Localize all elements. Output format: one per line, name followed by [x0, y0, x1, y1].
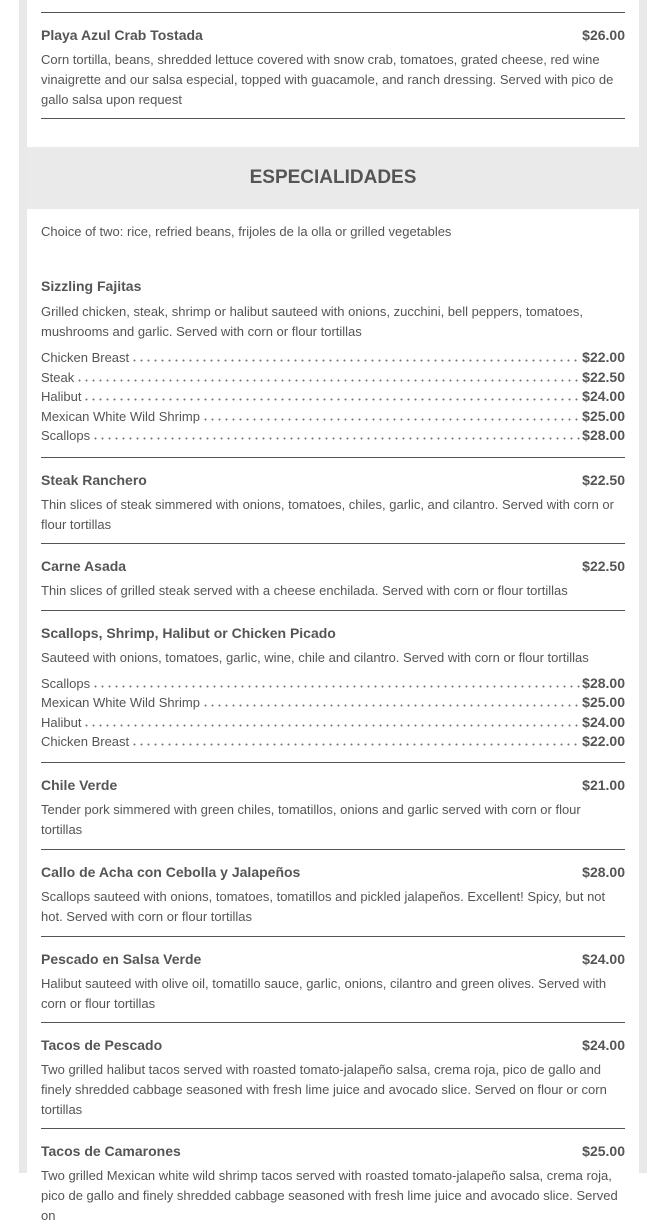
item-description: Sauteed with onions, tomatoes, garlic, wine, chile and cilantro. Served with corn or flour tortillas — [41, 649, 589, 665]
item-name: Chile Verde — [41, 776, 118, 793]
menu-page — [27, 0, 639, 1223]
option-list — [41, 675, 625, 762]
item-price: $21.00 — [582, 776, 625, 793]
dot-leader — [202, 697, 580, 707]
item-header — [41, 625, 625, 641]
menu-item-picado — [41, 611, 625, 762]
dot-leader — [202, 411, 580, 421]
item-header — [41, 1143, 625, 1159]
item-price: $24.00 — [582, 1036, 625, 1053]
item-description: Two grilled halibut tacos served with roasted tomato-jalapeño salsa, crema roja, pico de gallo and finely shredded cabbage seasoned with fresh lime juice and avocado slice. Served on flour or corn tortillas — [41, 1061, 607, 1117]
option-row — [41, 714, 625, 734]
dot-leader — [92, 678, 580, 688]
item-header — [41, 1037, 625, 1053]
menu-item-pescado-salsa-verde — [41, 937, 625, 1022]
option-name: Chicken Breast — [41, 734, 130, 749]
option-row — [41, 369, 625, 389]
option-price: $22.50 — [582, 368, 625, 385]
top-block — [27, 12, 639, 119]
item-price: $22.50 — [582, 471, 625, 488]
item-description: Scallops sauteed with onions, tomatoes, tomatillos and pickled jalapeños. Excellent! Spicy, but not hot. Served with corn or flour tortillas — [41, 888, 606, 924]
item-description: Grilled chicken, steak, shrimp or halibut sauteed with onions, zucchini, bell peppers, tomatoes, mushrooms and garlic. Served with corn or flour tortillas — [41, 304, 583, 339]
item-header — [41, 777, 625, 793]
menu-item-sizzling-fajitas — [41, 242, 625, 457]
item-price: $28.00 — [582, 863, 625, 880]
item-name: Sizzling Fajitas — [41, 278, 142, 294]
item-description: Tender pork simmered with green chiles, tomatillos, onions and garlic served with corn or flour tortillas — [41, 801, 581, 837]
menu-item-steak-ranchero — [41, 458, 625, 543]
option-price: $24.00 — [582, 713, 625, 730]
dot-leader — [76, 372, 580, 382]
option-row — [41, 675, 625, 695]
item-description: Thin slices of steak simmered with onions, tomatoes, chiles, garlic, and cilantro. Served with corn or flour tortillas — [41, 496, 614, 532]
item-name: Tacos de Camarones — [41, 1142, 181, 1159]
dot-leader — [131, 352, 580, 362]
item-name: Scallops, Shrimp, Halibut or Chicken Picado — [41, 624, 336, 641]
option-row — [41, 427, 625, 447]
menu-item-chile-verde — [41, 763, 625, 849]
option-name: Steak — [41, 369, 75, 385]
item-description: Halibut sauteed with olive oil, tomatillo sauce, garlic, onions, cilantro and green olives. Served with corn or flour tortillas — [41, 975, 607, 1011]
section-title: ESPECIALIDADES — [27, 147, 639, 209]
option-price: $25.00 — [582, 694, 625, 710]
option-name: Scallops — [41, 428, 91, 443]
option-name: Mexican White Wild Shrimp — [41, 695, 200, 710]
left-margin — [0, 0, 19, 1173]
option-price: $28.00 — [582, 674, 625, 691]
item-name: Carne Asada — [41, 557, 127, 574]
option-price: $28.00 — [582, 427, 625, 443]
item-name: Playa Azul Crab Tostada — [41, 27, 203, 43]
dot-leader — [92, 430, 580, 440]
option-name: Scallops — [41, 675, 91, 691]
item-description: Thin slices of grilled steak served with a cheese enchilada. Served with corn or flour tortillas — [41, 582, 568, 598]
option-name: Halibut — [41, 389, 82, 404]
dot-leader — [131, 736, 580, 746]
item-header — [41, 558, 625, 574]
item-price: $22.50 — [582, 557, 625, 574]
section-body — [27, 222, 639, 1226]
dot-leader — [83, 391, 580, 401]
item-header — [41, 27, 625, 43]
item-name: Pescado en Salsa Verde — [41, 950, 202, 967]
option-name: Halibut — [41, 714, 82, 730]
item-header — [41, 951, 625, 967]
option-row — [41, 694, 625, 714]
divider — [41, 118, 625, 119]
menu-item-playa-azul — [41, 13, 625, 118]
item-header — [41, 864, 625, 880]
option-row — [41, 733, 625, 753]
dot-leader — [83, 717, 580, 727]
item-name: Callo de Acha con Cebolla y Jalapeños — [41, 863, 301, 880]
menu-item-callo-de-acha — [41, 850, 625, 936]
item-name: Steak Ranchero — [41, 471, 147, 488]
menu-item-carne-asada — [41, 544, 625, 610]
item-description: Two grilled Mexican white wild shrimp tacos served with roasted tomato-jalapeño salsa, crema roja, pico de gallo and finely shredded cabbage seasoned with fresh lime juice and avocado slice. Served on — [41, 1167, 618, 1223]
menu-item-tacos-de-camarones — [41, 1129, 625, 1226]
right-border — [639, 0, 647, 1173]
option-name: Mexican White Wild Shrimp — [41, 408, 200, 424]
item-price: $26.00 — [582, 27, 625, 43]
option-price: $22.00 — [582, 349, 625, 365]
option-row — [41, 349, 625, 369]
left-border — [19, 0, 27, 1173]
item-header — [41, 472, 625, 488]
option-row — [41, 408, 625, 428]
option-price: $22.00 — [582, 733, 625, 749]
option-name: Chicken Breast — [41, 350, 130, 365]
item-name: Tacos de Pescado — [41, 1036, 163, 1053]
option-price: $24.00 — [582, 388, 625, 404]
section-note: Choice of two: rice, refried beans, frijoles de la olla or grilled vegetables — [41, 224, 452, 239]
option-row — [41, 388, 625, 408]
item-description: Corn tortilla, beans, shredded lettuce covered with snow crab, tomatoes, grated cheese, red wine vinaigrette and our salsa especial, topped with guacamole, and ranch dressing. Served with pico de gallo salsa upon request — [41, 52, 614, 107]
option-price: $25.00 — [582, 407, 625, 424]
menu-item-tacos-de-pescado — [41, 1023, 625, 1128]
item-price: $25.00 — [582, 1142, 625, 1159]
item-price: $24.00 — [582, 950, 625, 967]
item-header — [41, 278, 625, 294]
option-list — [41, 349, 625, 457]
